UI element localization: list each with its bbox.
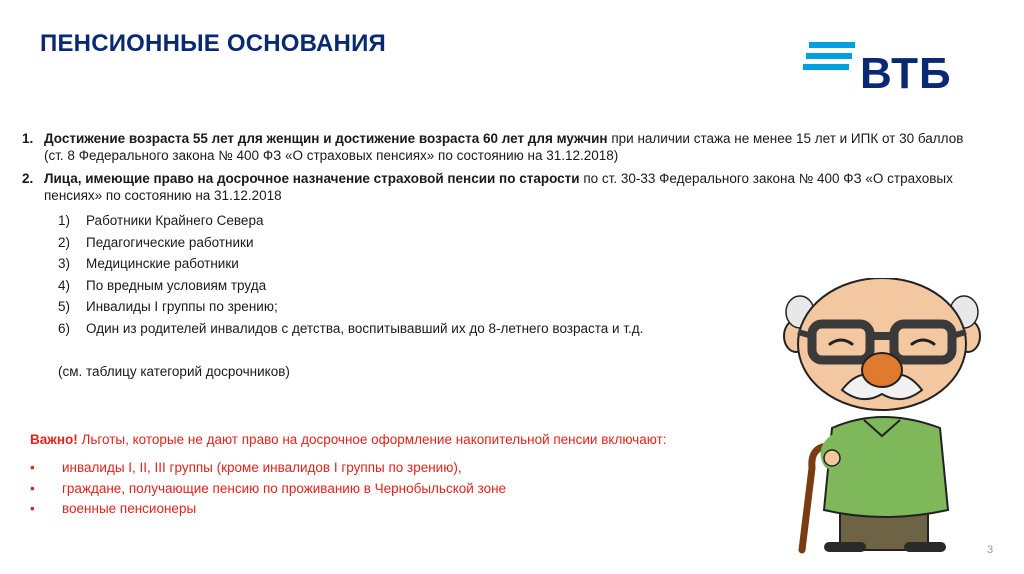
sub-list-item xyxy=(58,253,982,275)
sub-item-text: Медицинские работники xyxy=(86,256,239,271)
slide-title: ПЕНСИОННЫЕ ОСНОВАНИЯ xyxy=(40,30,386,57)
bullet-item xyxy=(30,458,770,479)
bullet-item xyxy=(30,479,770,500)
logo-stripes-icon xyxy=(803,42,855,76)
important-heading xyxy=(30,432,770,447)
bullet-text: военные пенсионеры xyxy=(62,501,197,516)
important-text: Льготы, которые не дают право на досрочное оформление накопительной пенсии включают: xyxy=(77,432,667,447)
bullet-icon: • xyxy=(30,480,35,496)
bullet-icon: • xyxy=(30,501,35,516)
old-man-illustration xyxy=(772,278,992,554)
sub-item-text: По вредным условиям труда xyxy=(86,277,267,293)
page-number: 3 xyxy=(987,544,994,556)
sub-list-item xyxy=(58,232,982,254)
sub-item-number: 5) xyxy=(58,299,71,314)
list-item-1 xyxy=(22,130,982,164)
sub-item-number: 2) xyxy=(58,234,71,250)
sub-item-text: Работники Крайнего Севера xyxy=(86,213,264,228)
sub-item-text: Инвалиды I группы по зрению; xyxy=(86,299,278,314)
bullet-item xyxy=(30,499,770,520)
sub-item-number: 3) xyxy=(58,256,71,271)
bullet-icon: • xyxy=(30,460,35,475)
item-number: 1. xyxy=(22,131,34,146)
item-text: по ст. 30-33 Федерального закона № 400 ФЗ «О страховых пенсиях» по состоянию на 31.12.2018 xyxy=(44,171,953,203)
bullet-text: граждане, получающие пенсию по проживанию в Чернобыльской зоне xyxy=(62,480,507,496)
sub-item-number: 4) xyxy=(58,277,71,293)
sub-list-item xyxy=(58,210,982,232)
sub-item-text: Педагогические работники xyxy=(86,234,254,250)
item-heading: Достижение возраста 55 лет для женщин и достижение возраста 60 лет для мужчин xyxy=(44,131,608,146)
sub-item-text: Один из родителей инвалидов с детства, воспитывавший их до 8-летнего возраста и т.д. xyxy=(86,320,644,336)
sub-item-number: 1) xyxy=(58,213,71,228)
item-number: 2. xyxy=(22,171,34,186)
item-heading: Лица, имеющие право на досрочное назначение страховой пенсии по старости xyxy=(44,171,580,186)
sub-item-number: 6) xyxy=(58,320,71,336)
important-label: Важно! xyxy=(30,432,78,447)
important-block xyxy=(30,432,770,520)
bullet-text: инвалиды I, II, III группы (кроме инвалидов I группы по зрению), xyxy=(62,460,462,475)
table-reference-note: (см. таблицу категорий досрочников) xyxy=(58,364,290,379)
logo-text: ВТБ xyxy=(860,49,952,98)
list-item-2 xyxy=(22,170,982,204)
important-bullet-list xyxy=(30,458,770,520)
vtb-logo xyxy=(803,38,973,104)
item-text: при наличии стажа не менее 15 лет и ИПК от 30 баллов (ст. 8 Федерального закона № 400 ФЗ «О страховых пенсиях» по состоянию на 31.12.2018) xyxy=(44,131,964,163)
